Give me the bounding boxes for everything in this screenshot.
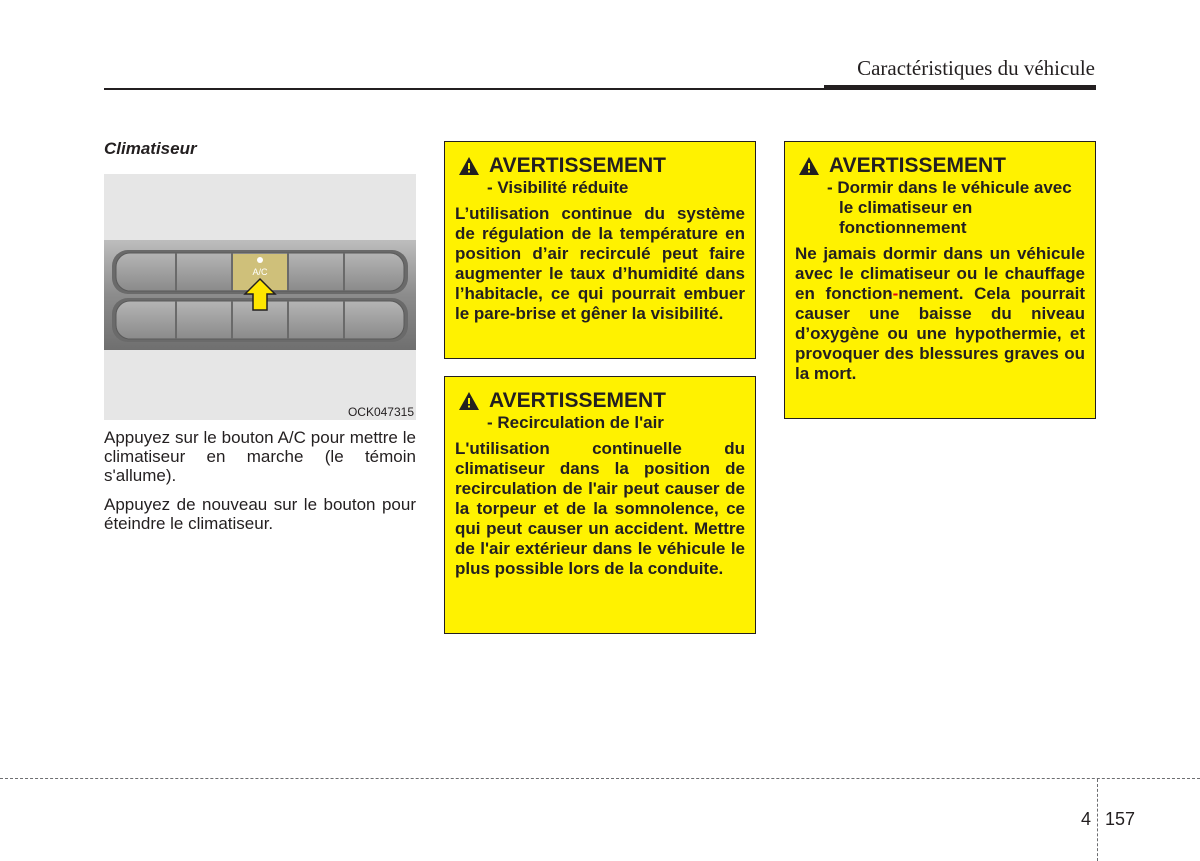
ac-indicator-icon: [257, 257, 263, 263]
warning-title: AVERTISSEMENT: [489, 389, 666, 412]
chapter-number: 4: [1081, 809, 1092, 829]
warning-body: [795, 244, 1085, 384]
header-title: Caractéristiques du véhicule: [857, 56, 1095, 80]
warning-subtitle: - Dormir dans le véhicule avec le climatiseur en fonctionnement: [827, 178, 1072, 237]
footer-vertical-divider: [1097, 779, 1098, 861]
header-rule-accent: [824, 85, 1096, 90]
instruction-off: Appuyez de nouveau sur le bouton pour éteindre le climatiseur.: [104, 495, 416, 533]
warning-box-recirculation: [444, 376, 756, 634]
warning-subtitle: - Recirculation de l'air: [487, 413, 664, 432]
warning-body-part: Ne jamais dormir dans un véhicule avec le climatiseur ou le chauffage en fonction: [795, 244, 1085, 303]
footer-divider: [0, 778, 1200, 779]
warning-subtitle: - Visibilité réduite: [487, 178, 629, 197]
warning-triangle-icon: [458, 391, 480, 411]
warning-body-part: nement. Cela pourrait causer une baisse du niveau d’oxygène ou une hypothermie, et provoquer des blessures graves ou la mort.: [795, 284, 1085, 383]
warning-body: L'utilisation continuelle du climatiseur dans la position de recirculation de l'air peut causer de la torpeur et de la somnolence, ce qui peut causer un accident. Mettre de l'air extérieur dans le véhicule le plus possible lors de la conduite.: [455, 439, 745, 578]
ac-button-label: A/C: [252, 267, 268, 277]
ac-button-figure: [104, 174, 416, 420]
page-number: 157: [1105, 809, 1136, 829]
warning-title: AVERTISSEMENT: [829, 154, 1006, 177]
ac-panel-illustration: [104, 174, 416, 420]
instruction-on: Appuyez sur le bouton A/C pour mettre le climatiseur en marche (le témoin s'allume).: [104, 428, 416, 485]
section-title: Climatiseur: [104, 139, 197, 158]
figure-code: OCK047315: [347, 405, 414, 419]
warning-box-sleeping: [784, 141, 1096, 419]
warning-title: AVERTISSEMENT: [489, 154, 666, 177]
warning-triangle-icon: [458, 156, 480, 176]
warning-hyphen: -: [892, 284, 899, 303]
warning-box-visibility: [444, 141, 756, 359]
warning-triangle-icon: [798, 156, 820, 176]
warning-body: L’utilisation continue du système de régulation de la température en position d’air recirculé peut faire augmenter le taux d’humidité dans l’habitacle, ce qui pourrait embuer le pare-brise et gêner la visibilité.: [455, 204, 745, 323]
